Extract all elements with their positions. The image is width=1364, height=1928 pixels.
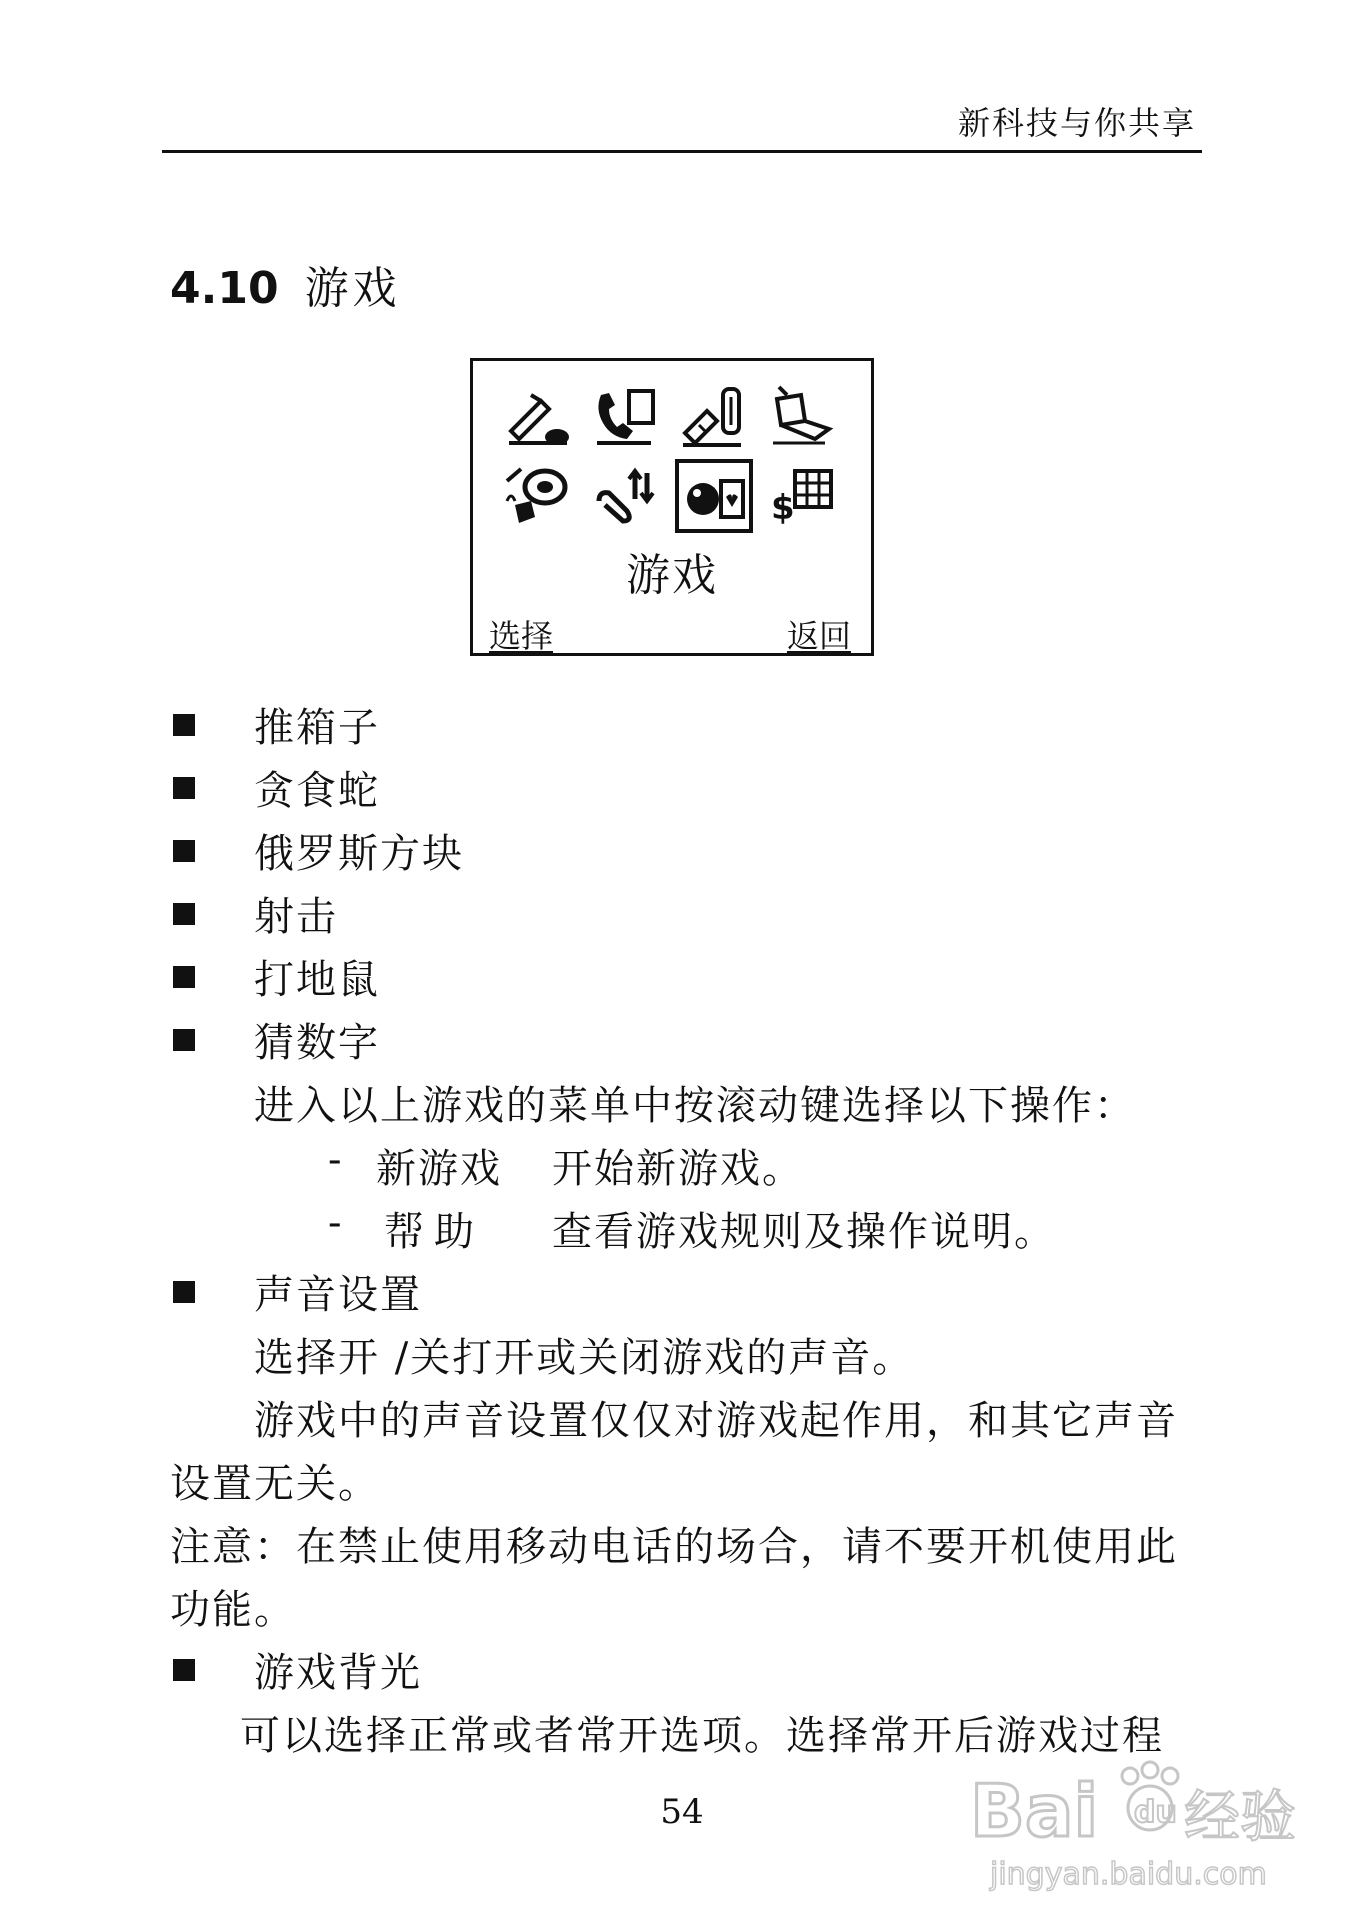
bullet-marker	[173, 840, 195, 862]
games-menu-intro: 进入以上游戏的菜单中按滚动键选择以下操作：	[254, 1083, 1136, 1129]
option-desc: 开始新游戏。	[552, 1146, 804, 1192]
phone-screen-caption: 游戏	[626, 550, 718, 601]
section-name: 游戏	[304, 263, 401, 314]
warning-note: 注意：在禁止使用移动电话的场合，请不要开机使用此	[170, 1524, 1178, 1570]
bullet-marker	[173, 1659, 195, 1681]
option-desc: 查看游戏规则及操作说明。	[552, 1209, 1056, 1255]
option-dash: -	[328, 1200, 344, 1246]
page-number: 54	[660, 1792, 704, 1832]
svg-text:jingyan.baidu.com	[989, 1857, 1267, 1892]
svg-text:du	[1134, 1795, 1177, 1830]
bullet-marker	[173, 1281, 195, 1303]
option-dash: -	[328, 1137, 344, 1183]
bullet-marker	[173, 966, 195, 988]
baidu-jingyan-watermark	[970, 1746, 1310, 1896]
option-name: 帮助	[384, 1209, 484, 1255]
sound-settings-note-cont: 设置无关。	[170, 1461, 380, 1507]
game-backlight-title: 游戏背光	[254, 1650, 422, 1696]
right-softkey-label: 返回	[786, 617, 851, 655]
sound-settings-desc: 选择开 /关打开或关闭游戏的声音。	[254, 1335, 915, 1381]
svg-text:经验	[1184, 1785, 1296, 1850]
header-text: 新科技与你共享	[957, 104, 1196, 142]
watermark-label: 经验	[1184, 1785, 1296, 1850]
game-item: 猜数字	[254, 1020, 380, 1066]
option-name: 新游戏	[376, 1146, 502, 1192]
svg-text:$: $	[771, 488, 795, 528]
bullet-marker	[173, 777, 195, 799]
game-item: 推箱子	[254, 705, 380, 751]
section-number: 4.10	[170, 263, 279, 314]
game-item: 打地鼠	[254, 957, 380, 1003]
watermark-brand: Bai	[970, 1769, 1099, 1853]
sound-settings-title: 声音设置	[254, 1272, 422, 1318]
game-item: 俄罗斯方块	[254, 831, 464, 877]
game-item: 贪食蛇	[254, 768, 380, 814]
bullet-marker	[173, 714, 195, 736]
watermark-url: jingyan.baidu.com	[990, 1857, 1267, 1892]
game-backlight-desc: 可以选择正常或者常开选项。选择常开后游戏过程	[240, 1713, 1164, 1759]
left-softkey-label: 选择	[489, 617, 554, 655]
svg-text:Bai	[970, 1769, 1098, 1853]
warning-note-cont: 功能。	[170, 1587, 296, 1633]
game-item: 射击	[254, 894, 338, 940]
sound-settings-note: 游戏中的声音设置仅仅对游戏起作用，和其它声音	[254, 1398, 1178, 1444]
watermark-brand-2: du	[1134, 1795, 1177, 1830]
bullet-marker	[173, 1029, 195, 1051]
bullet-marker	[173, 903, 195, 925]
